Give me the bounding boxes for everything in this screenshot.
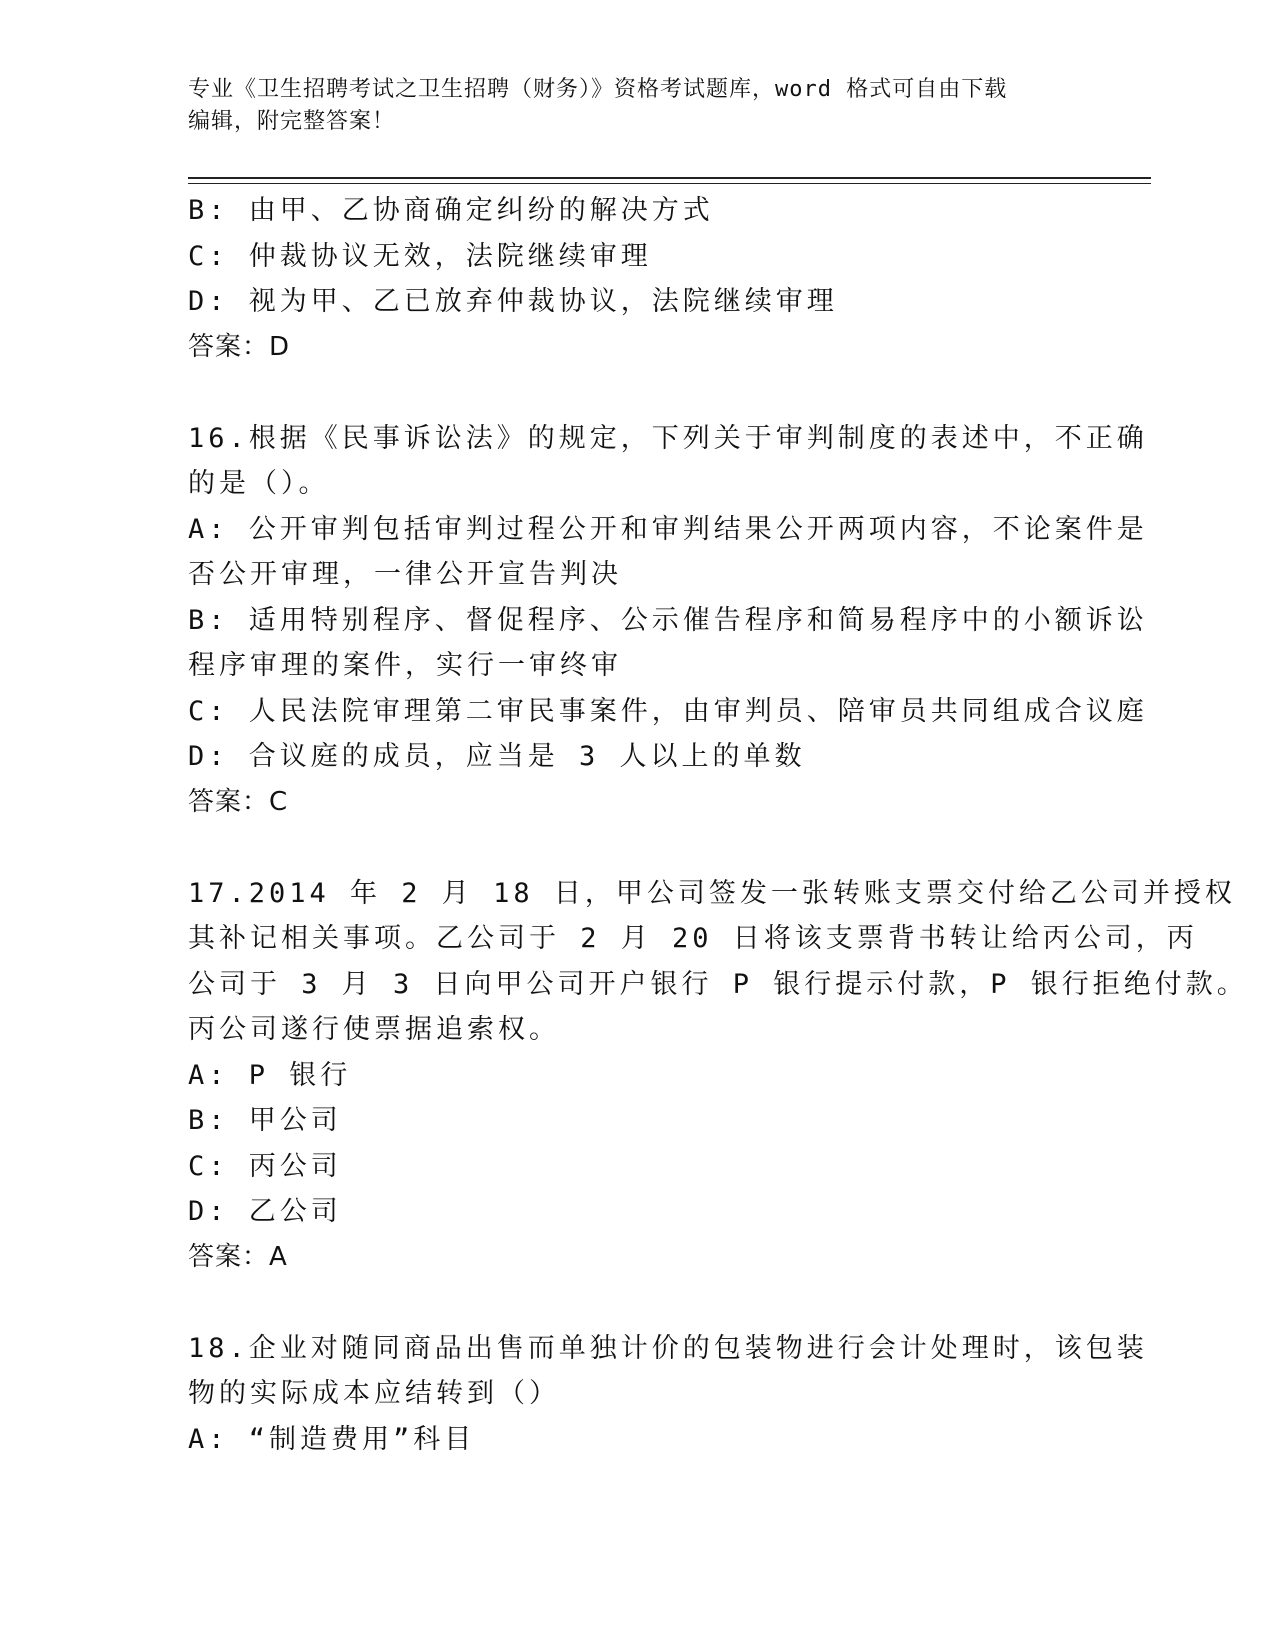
question-stem: 17.2014 年 2 月 18 日，甲公司签发一张转账支票交付给乙公司并授权 (188, 877, 1236, 909)
answer: 答案：A (188, 1241, 288, 1272)
question-stem: 其补记相关事项。乙公司于 2 月 20 日将该支票背书转让给丙公司，丙 (188, 923, 1198, 954)
option-a: A: “制造费用”科目 (188, 1423, 476, 1455)
option-c: C: 人民法院审理第二审民事案件，由审判员、陪审员共同组成合议庭 (188, 695, 1148, 727)
question-15 (188, 188, 1088, 370)
spacer (188, 370, 1088, 416)
option-b: B: 适用特别程序、督促程序、公示催告程序和简易程序中的小额诉讼 (188, 604, 1148, 636)
option-a: A: 公开审判包括审判过程公开和审判结果公开两项内容，不论案件是 (188, 513, 1148, 545)
option-b-cont: 程序审理的案件，实行一审终审 (188, 650, 622, 681)
question-18 (188, 1326, 1148, 1463)
answer: 答案：C (188, 786, 289, 817)
question-stem: 物的实际成本应结转到（） (188, 1378, 560, 1409)
option-b: B: 由甲、乙协商确定纠纷的解决方式 (188, 195, 714, 226)
answer: 答案：D (188, 331, 291, 362)
option-a-cont: 否公开审理，一律公开宣告判决 (188, 559, 622, 590)
question-stem: 公司于 3 月 3 日向甲公司开户银行 P 银行提示付款，P 银行拒绝付款。 (188, 968, 1248, 1000)
question-list (188, 188, 1248, 1462)
option-c: C: 仲裁协议无效，法院继续审理 (188, 240, 652, 272)
question-stem: 16.根据《民事诉讼法》的规定，下列关于审判制度的表述中，不正确 (188, 422, 1148, 454)
option-a: A: P 银行 (188, 1059, 352, 1091)
spacer (188, 825, 1088, 871)
question-16 (188, 416, 1148, 826)
option-d: D: 乙公司 (188, 1196, 342, 1227)
question-17 (188, 871, 1248, 1281)
option-b: B: 甲公司 (188, 1105, 342, 1136)
spacer (188, 1280, 1088, 1326)
header-divider-thin (188, 183, 1151, 184)
question-stem: 的是（）。 (188, 468, 330, 499)
question-stem: 丙公司遂行使票据追索权。 (188, 1014, 560, 1045)
header-line: 专业《卫生招聘考试之卫生招聘（财务）》资格考试题库，word 格式可自由下载 (188, 77, 1008, 102)
header-divider (188, 177, 1151, 179)
header-line: 编辑，附完整答案！ (188, 109, 396, 134)
option-c: C: 丙公司 (188, 1150, 342, 1182)
document-header (188, 74, 1088, 138)
option-d: D: 视为甲、乙已放弃仲裁协议，法院继续审理 (188, 286, 838, 317)
question-stem: 18.企业对随同商品出售而单独计价的包装物进行会计处理时，该包装 (188, 1332, 1148, 1364)
option-d: D: 合议庭的成员，应当是 3 人以上的单数 (188, 741, 806, 772)
